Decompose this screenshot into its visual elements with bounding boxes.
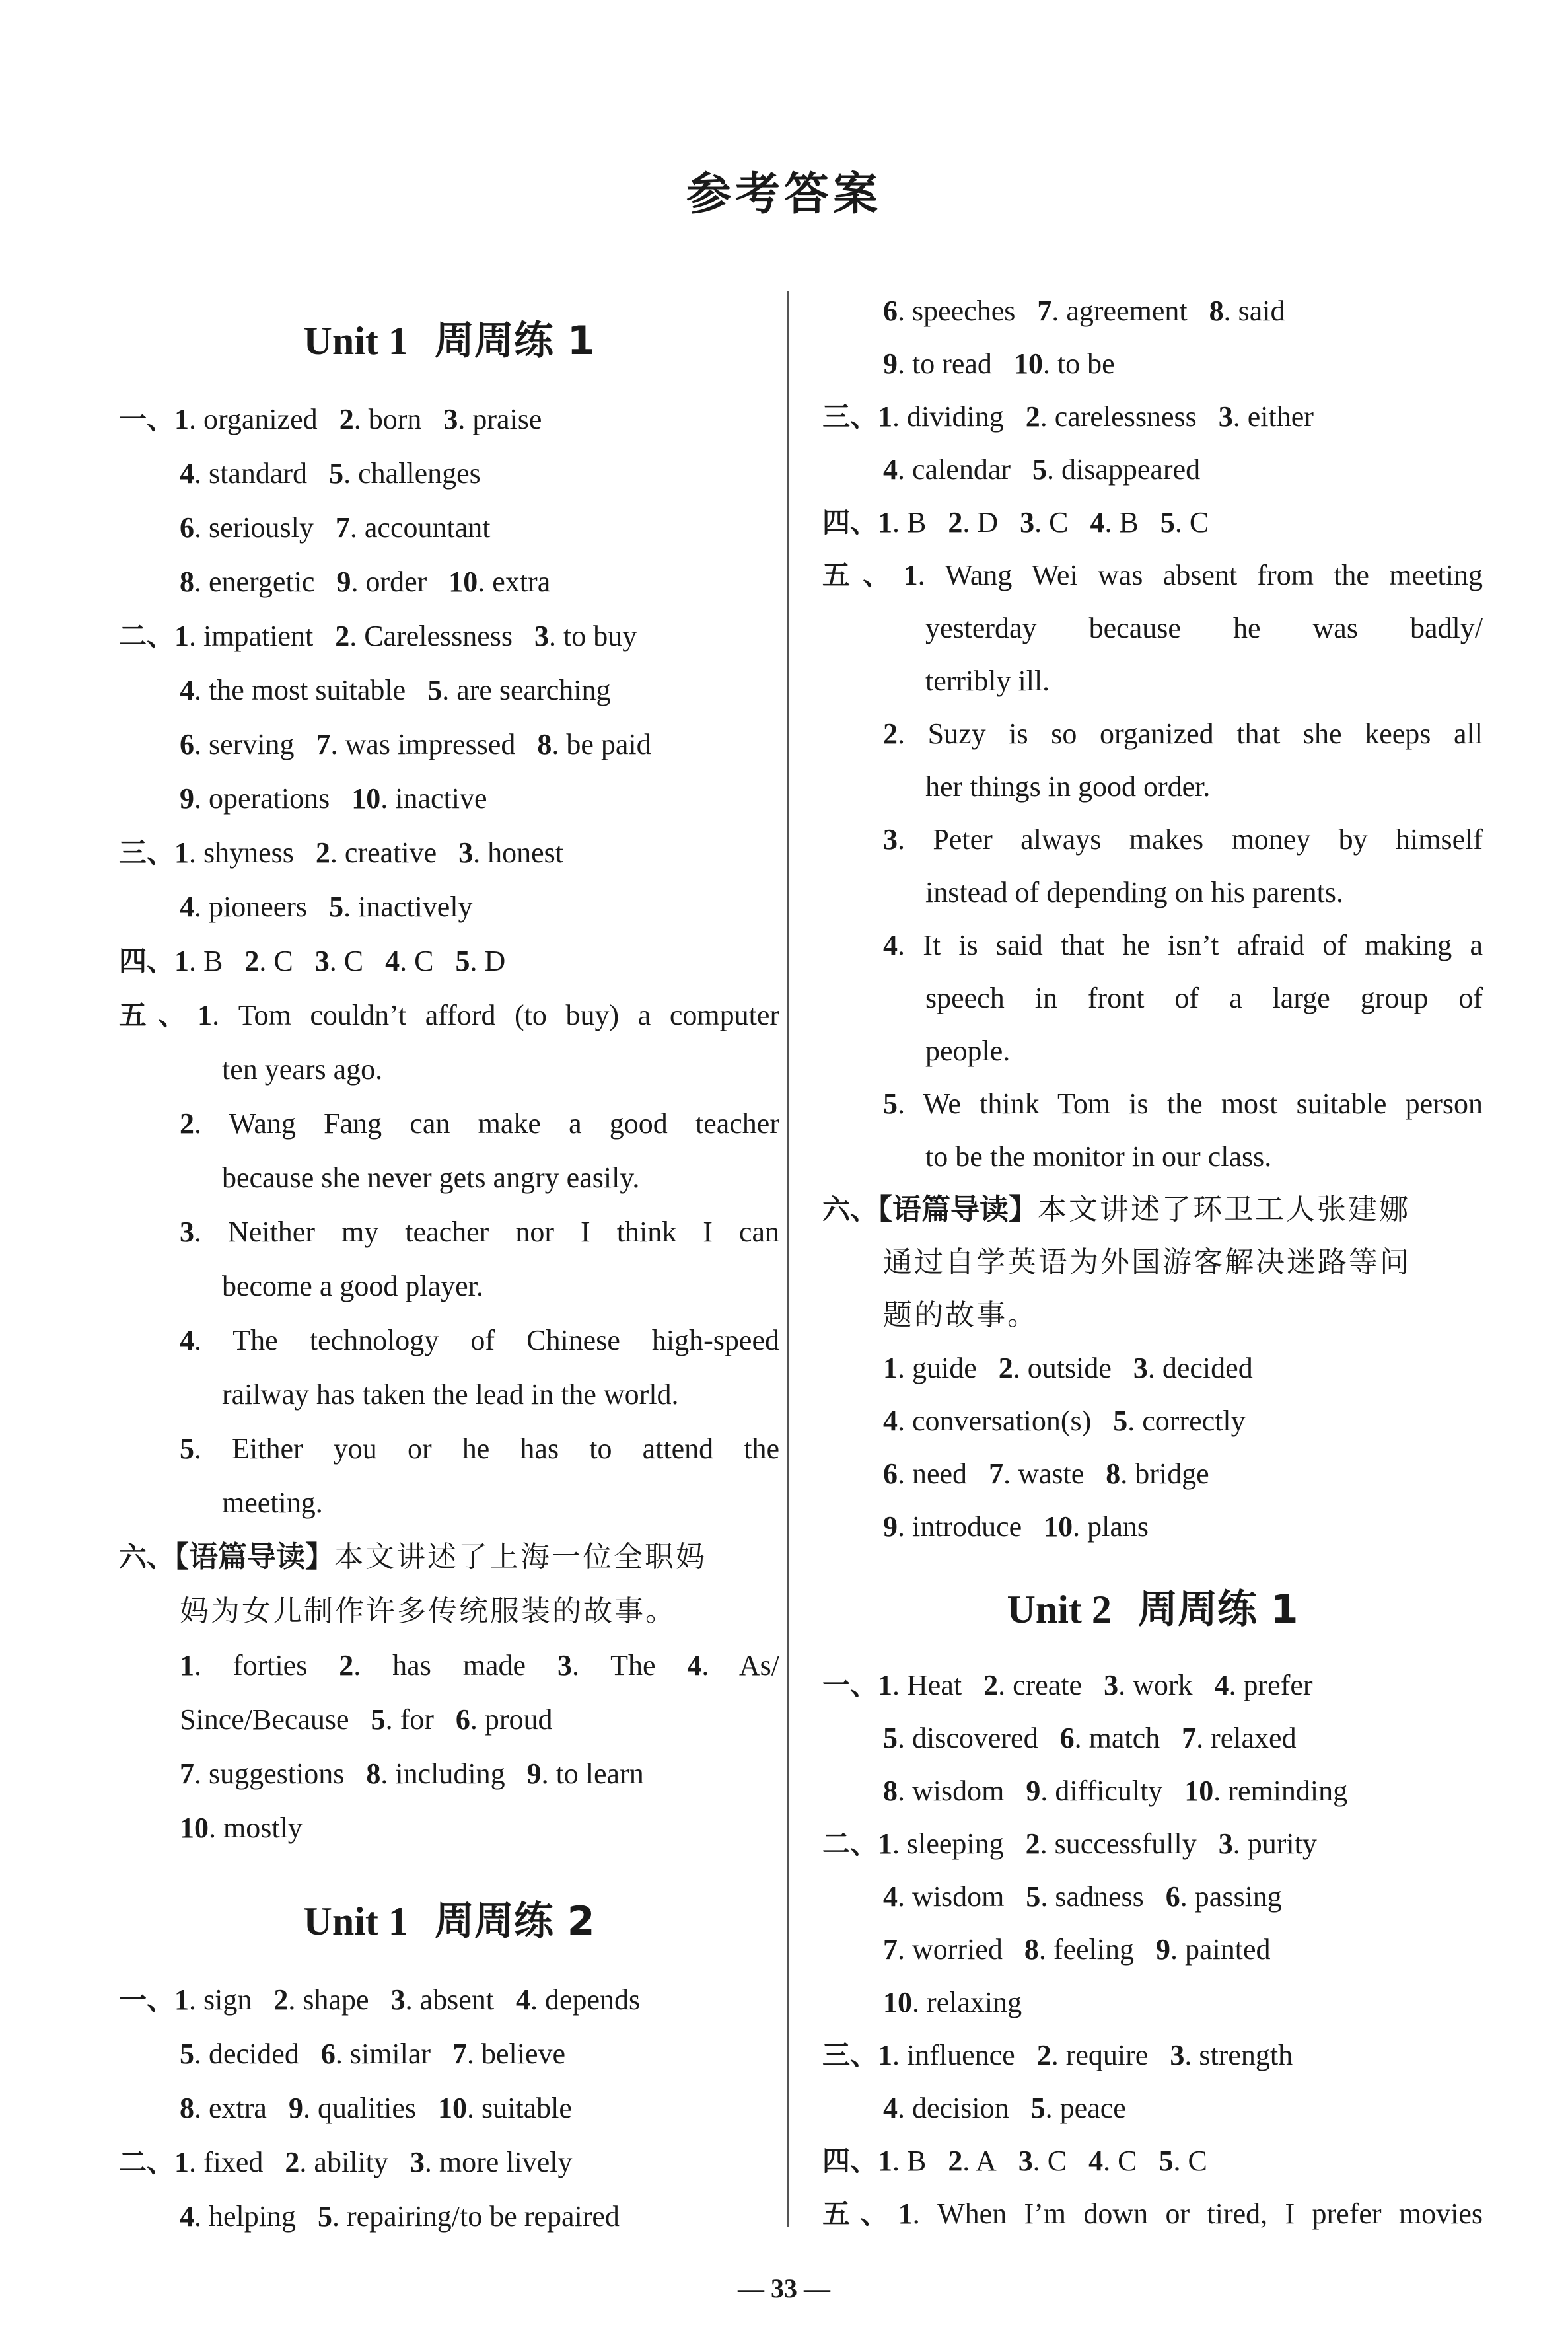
answer-row: 6. need 7. waste 8. bridge — [883, 1458, 1209, 1490]
answer-row: 题的故事。 — [883, 1298, 1038, 1332]
part-marker: 三、 — [119, 836, 175, 869]
answer-row: yesterday because he was badly/ — [925, 612, 1483, 644]
answer-row: 3. Peter always makes money by himself — [883, 823, 1483, 856]
answer-row: 1. guide 2. outside 3. decided — [883, 1352, 1253, 1384]
answer-row: 四、1. B 2. C 3. C 4. C 5. D — [119, 945, 506, 977]
part-marker: 三、 — [822, 2039, 878, 2071]
section-name: 周周练 2 — [434, 1898, 595, 1944]
page-title: 参考答案 — [686, 168, 882, 221]
part-marker: 五、 — [822, 2197, 898, 2230]
section-title-unit1-week2 — [119, 1890, 779, 1946]
answer-row: 9. operations 10. inactive — [180, 782, 487, 815]
answer-row: 10. relaxing — [883, 1986, 1022, 2018]
column-divider — [787, 291, 789, 2227]
answer-row: 三、1. shyness 2. creative 3. honest — [119, 836, 564, 869]
part-marker: 一、 — [119, 403, 175, 435]
part-marker: 六、 — [822, 1193, 878, 1226]
reading-guide-tag: 【语篇导读】 — [878, 1193, 1038, 1226]
answer-row: terribly ill. — [925, 665, 1050, 697]
answer-row: Since/Because 5. for 6. proud — [180, 1703, 553, 1736]
part-marker: 四、 — [119, 945, 175, 977]
answer-row: 4. pioneers 5. inactively — [180, 891, 473, 923]
answer-row: 5. Either you or he has to attend the — [180, 1432, 780, 1465]
part-marker: 一、 — [822, 1669, 878, 1701]
answer-row: 8. extra 9. qualities 10. suitable — [180, 2092, 572, 2124]
answer-row: railway has taken the lead in the world. — [222, 1378, 679, 1411]
answer-row: 五、1. When I’m down or tired, I prefer movies — [822, 2197, 1483, 2230]
part-marker: 五、 — [119, 999, 198, 1031]
answer-row: 4. It is said that he isn’t afraid of making a — [883, 929, 1483, 961]
answer-row: 二、1. fixed 2. ability 3. more lively — [119, 2146, 573, 2178]
answer-row: to be the monitor in our class. — [925, 1140, 1272, 1173]
answer-row: 6. speeches 7. agreement 8. said — [883, 295, 1285, 327]
answer-row: 3. Neither my teacher nor I think I can — [180, 1216, 779, 1248]
part-marker: 一、 — [119, 1983, 175, 2016]
answer-row: become a good player. — [222, 1270, 483, 1302]
answer-row: 一、1. sign 2. shape 3. absent 4. depends — [119, 1983, 641, 2016]
page-number: — 33 — — [738, 2273, 830, 2303]
part-marker: 四、 — [822, 2145, 878, 2177]
section-unit: Unit 2 — [1007, 1588, 1112, 1631]
answer-row: 4. The technology of Chinese high-speed — [180, 1324, 779, 1356]
part-marker: 二、 — [822, 1827, 878, 1860]
part-marker: 二、 — [119, 620, 175, 652]
answer-row: 一、1. organized 2. born 3. praise — [119, 403, 542, 435]
answer-row: ten years ago. — [222, 1053, 383, 1086]
answer-row: instead of depending on his parents. — [925, 876, 1343, 908]
answer-row: meeting. — [222, 1487, 323, 1519]
section-title-unit1-week1 — [119, 309, 779, 366]
answer-row: 五、1. Tom couldn’t afford (to buy) a computer — [119, 999, 779, 1031]
answer-row: 通过自学英语为外国游客解决迷路等问 — [883, 1245, 1411, 1279]
answer-row: 4. standard 5. challenges — [180, 457, 481, 490]
answer-row: 6. serving 7. was impressed 8. be paid — [180, 728, 651, 760]
answer-row: 三、1. dividing 2. carelessness 3. either — [822, 400, 1314, 433]
part-marker: 五、 — [822, 559, 904, 591]
section-unit: Unit 1 — [303, 319, 408, 363]
answer-row: 5. discovered 6. match 7. relaxed — [883, 1722, 1297, 1754]
answer-row: 9. to read 10. to be — [883, 348, 1115, 380]
answer-row: 4. the most suitable 5. are searching — [180, 674, 611, 706]
section-unit: Unit 1 — [303, 1900, 408, 1943]
answer-row: 二、1. sleeping 2. successfully 3. purity — [822, 1827, 1317, 1860]
answer-row: 4. conversation(s) 5. correctly — [883, 1405, 1246, 1437]
answer-row: 7. worried 8. feeling 9. painted — [883, 1933, 1271, 1966]
answer-row: 六、【语篇导读】本文讲述了上海一位全职妈 — [119, 1540, 707, 1574]
answer-row: 1. forties 2. has made 3. The 4. As/ — [180, 1649, 780, 1681]
answer-row: speech in front of a large group of — [925, 982, 1483, 1014]
answer-row: 五、1. Wang Wei was absent from the meeting — [822, 559, 1483, 591]
answer-row: 7. suggestions 8. including 9. to learn — [180, 1757, 644, 1790]
part-marker: 六、 — [119, 1541, 175, 1573]
answer-row: because she never gets angry easily. — [222, 1162, 640, 1194]
answer-row: 2. Suzy is so organized that she keeps all — [883, 718, 1483, 750]
answer-row: 4. wisdom 5. sadness 6. passing — [883, 1880, 1282, 1913]
answer-row: 二、1. impatient 2. Carelessness 3. to buy — [119, 620, 637, 652]
answer-row: 8. energetic 9. order 10. extra — [180, 566, 551, 598]
part-marker: 四、 — [822, 506, 878, 538]
answer-row: 4. calendar 5. disappeared — [883, 453, 1201, 486]
answer-row: 8. wisdom 9. difficulty 10. reminding — [883, 1775, 1348, 1807]
answer-row: 2. Wang Fang can make a good teacher — [180, 1107, 779, 1140]
section-name: 周周练 1 — [1137, 1586, 1299, 1633]
answer-row: 三、1. influence 2. require 3. strength — [822, 2039, 1293, 2071]
part-marker: 二、 — [119, 2146, 175, 2178]
answer-row: 6. seriously 7. accountant — [180, 511, 491, 544]
section-name: 周周练 1 — [434, 318, 595, 364]
section-title-unit2-week1 — [822, 1578, 1483, 1635]
reading-guide-tag: 【语篇导读】 — [174, 1540, 335, 1574]
answer-row: 六、【语篇导读】本文讲述了环卫工人张建娜 — [822, 1193, 1411, 1226]
answer-row: 5. We think Tom is the most suitable person — [883, 1088, 1483, 1120]
answer-row: her things in good order. — [925, 770, 1211, 803]
answer-row: 四、1. B 2. A 3. C 4. C 5. C — [822, 2145, 1207, 2177]
part-marker: 三、 — [822, 400, 878, 433]
answer-row: 四、1. B 2. D 3. C 4. B 5. C — [822, 506, 1209, 538]
answer-row: 9. introduce 10. plans — [883, 1510, 1149, 1543]
answer-row: 5. decided 6. similar 7. believe — [180, 2038, 566, 2070]
answer-row: 一、1. Heat 2. create 3. work 4. prefer — [822, 1669, 1313, 1701]
answer-row: 妈为女儿制作许多传统服装的故事。 — [180, 1594, 676, 1628]
answer-row: 4. helping 5. repairing/to be repaired — [180, 2200, 620, 2233]
answer-row: 10. mostly — [180, 1812, 303, 1844]
answer-row: 4. decision 5. peace — [883, 2092, 1126, 2124]
answer-row: people. — [925, 1035, 1011, 1067]
